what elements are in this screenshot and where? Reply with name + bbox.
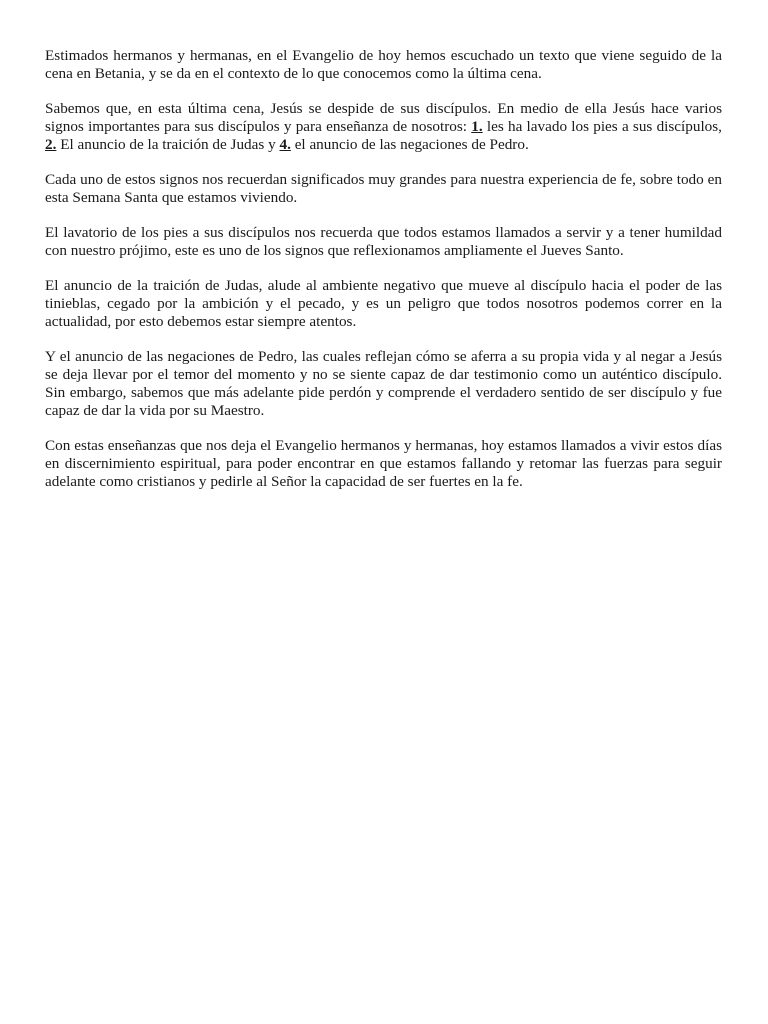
- paragraph-conclusion: Con estas enseñanzas que nos deja el Evangelio hermanos y hermanas, hoy estamos llamados a vivir estos días en discernimiento espiritual, para poder encontrar en que estamos fallando y retomar las fuerzas para seguir adelante como cristianos y pedirle al Señor la capacidad de ser fuertes en la fe.: [45, 437, 722, 490]
- document-page: [45, 47, 722, 508]
- list-number-4: 4.: [279, 136, 291, 153]
- paragraph-intro: Estimados hermanos y hermanas, en el Evangelio de hoy hemos escuchado un texto que viene seguido de la cena en Betania, y se da en el contexto de lo que conocemos como la última cena.: [45, 47, 722, 82]
- paragraph-signs: [45, 100, 722, 154]
- paragraph-denial: Y el anuncio de las negaciones de Pedro, las cuales reflejan cómo se aferra a su propia vida y al negar a Jesús se deja llevar por el temor del momento y no se siente capaz de dar testimonio como un auténtico discípulo. Sin embargo, sabemos que más adelante pide perdón y comprende el verdadero sentido de ser discípulo y fue capaz de dar la vida por su Maestro.: [45, 348, 722, 419]
- paragraph-meaning: Cada uno de estos signos nos recuerdan significados muy grandes para nuestra experiencia de fe, sobre todo en esta Semana Santa que estamos viviendo.: [45, 171, 722, 206]
- list-number-2: 2.: [45, 136, 57, 153]
- paragraph-signs-text-1: Sabemos que, en esta última cena, Jesús se despide de sus discípulos. En medio de ella Jesús hace varios signos importantes para sus discípulos y para enseñanza de nosotros:: [45, 100, 722, 135]
- paragraph-signs-text-4: el anuncio de las negaciones de Pedro.: [290, 136, 529, 153]
- list-number-1: 1.: [471, 118, 483, 135]
- paragraph-signs-text-3: El anuncio de la traición de Judas y: [56, 136, 280, 153]
- paragraph-washing: El lavatorio de los pies a sus discípulos nos recuerda que todos estamos llamados a servir y a tener humildad con nuestro prójimo, este es uno de los signos que reflexionamos ampliamente el Jueves Santo.: [45, 224, 722, 259]
- paragraph-signs-text-2: les ha lavado los pies a sus discípulos,: [482, 118, 722, 135]
- paragraph-betrayal: El anuncio de la traición de Judas, alude al ambiente negativo que mueve al discípulo hacia el poder de las tinieblas, cegado por la ambición y el pecado, y es un peligro que todos nosotros podemos correr en la actualidad, por esto debemos estar siempre atentos.: [45, 277, 722, 330]
